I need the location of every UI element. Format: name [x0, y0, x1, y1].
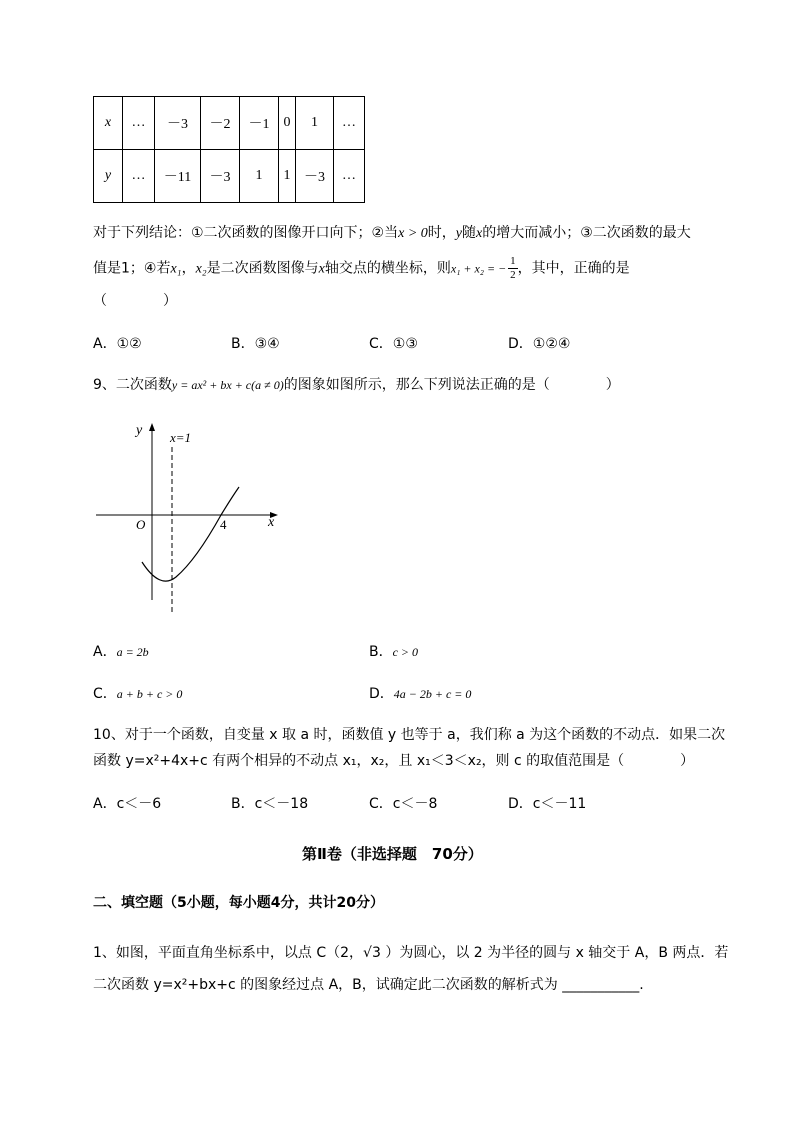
q10-option-b[interactable]: B．c＜－18 [231, 796, 309, 812]
q8-line-2: 值是1；④若x₁，x₂是二次函数图像与x轴交点的横坐标，则x₁ + x₂ = − $\frac{1}{2}$ ，其中，正确的是 [93, 255, 630, 281]
table-cell: －2 [201, 97, 240, 150]
table-cell: … [334, 97, 365, 150]
table-cell: －1 [240, 97, 279, 150]
table-cell: … [123, 150, 155, 203]
table-cell: －3 [201, 150, 240, 203]
part-title: 第Ⅱ卷（非选择题 70分） [302, 845, 483, 863]
fraction: $\frac{1}{2}$ [510, 255, 516, 281]
q10-option-c[interactable]: C．c＜－8 [369, 796, 438, 812]
table-cell: 1 [279, 150, 296, 203]
q10-option-a[interactable]: A．c＜－6 [93, 796, 162, 812]
parabola-graph [90, 415, 290, 615]
q8-option-c[interactable]: C．①③ [369, 336, 418, 352]
q8-line-1: 对于下列结论：①二次函数的图像开口向下；②当x > 0时，y随x的增大而减小；③二次函数的最大 [93, 225, 691, 241]
q8-option-a[interactable]: A．①② [93, 336, 142, 352]
y-axis-arrow [149, 423, 155, 431]
table-row-x [94, 97, 365, 150]
origin-label: O [136, 517, 146, 532]
q8-option-d[interactable]: D．①②④ [508, 336, 571, 352]
table-cell: －3 [296, 150, 334, 203]
q9-option-a[interactable]: A．a = 2b [93, 644, 149, 660]
y-axis-label: y [136, 423, 143, 438]
q10-line-2: 函数 y=x²+4x+c 有两个相异的不动点 x₁，x₂，且 x₁＜3＜x₂，则 c 的取值范围是（ ） [93, 753, 695, 769]
x-axis-label: x [268, 515, 275, 530]
q8-answer-blank: （ ） [93, 293, 177, 309]
q8-option-b[interactable]: B．③④ [231, 336, 280, 352]
table-row-y [94, 150, 365, 203]
value-table [93, 96, 365, 203]
table-cell: … [123, 97, 155, 150]
q10-line-1: 10、对于一个函数，自变量 x 取 a 时，函数值 y 也等于 a，我们称 a 为这个函数的不动点．如果二次 [93, 727, 726, 743]
table-cell: … [334, 150, 365, 203]
table-cell: 1 [296, 97, 334, 150]
parabola-curve [142, 487, 239, 581]
table-cell: 0 [279, 97, 296, 150]
q9-option-c[interactable]: C．a + b + c > 0 [93, 686, 183, 702]
q10-option-d[interactable]: D．c＜－11 [508, 796, 587, 812]
table-cell: 1 [240, 150, 279, 203]
q9-option-b[interactable]: B．c > 0 [369, 644, 419, 660]
q9-option-d[interactable]: D．4a − 2b + c = 0 [369, 686, 472, 702]
symmetry-label: x=1 [170, 430, 192, 445]
section-title: 二、填空题（5小题，每小题4分，共计20分） [93, 895, 384, 911]
row-label-y: y [94, 150, 123, 203]
fill-q1-line-1: 1、如图，平面直角坐标系中，以点 C（2，√3 ）为圆心，以 2 为半径的圆与 x 轴交于 A，B 两点．若 [93, 945, 729, 961]
fill-q1-line-2: 二次函数 y=x²+bx+c 的图象经过点 A，B，试确定此二次函数的解析式为 ___________. [93, 977, 644, 993]
row-label-x: x [94, 97, 123, 150]
root-label: 4 [220, 517, 227, 532]
table-cell: －11 [155, 150, 201, 203]
table-cell: －3 [155, 97, 201, 150]
q9-stem: 9、二次函数y = ax² + bx + c(a ≠ 0)的图象如图所示，那么下列说法正确的是（ ） [93, 377, 620, 393]
